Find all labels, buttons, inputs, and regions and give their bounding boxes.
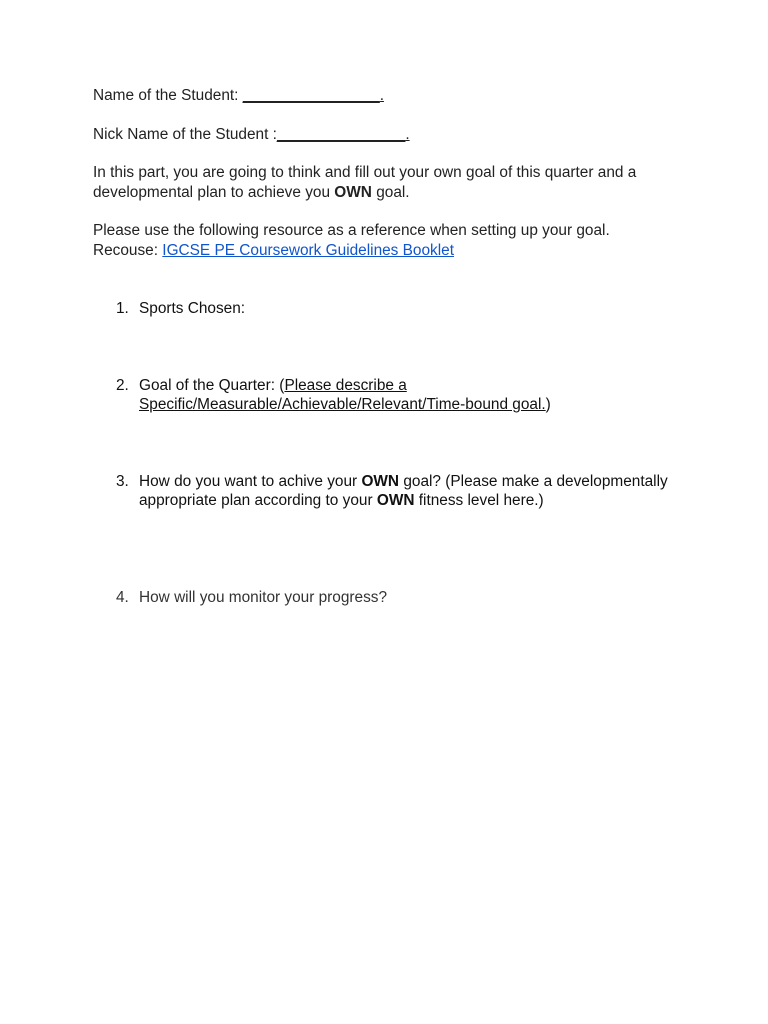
student-name-blank[interactable]: ________________ (242, 87, 380, 104)
nick-name-line (93, 125, 693, 145)
question-text-3: fitness level here.) (414, 492, 544, 509)
question-number: 4. (116, 588, 129, 606)
question-text-end: ) (545, 396, 551, 413)
resource-link[interactable]: IGCSE PE Coursework Guidelines Booklet (162, 241, 454, 259)
question-number: 2. (116, 376, 129, 394)
resource-instruction: Please use the following resource as a reference when setting up your goal. (93, 222, 610, 239)
resource-prefix: Recouse: (93, 241, 163, 259)
student-name-end: . (379, 87, 384, 104)
nick-name-end: . (405, 125, 410, 143)
question-text-2: goal? (Please make a developmentally appropriate plan according to your (139, 472, 668, 509)
student-name-line (93, 86, 693, 106)
question-3 (93, 472, 693, 511)
own-emphasis-1: OWN (361, 472, 400, 490)
question-2 (93, 376, 693, 415)
question-text: How will you monitor your progress? (139, 588, 388, 606)
intro-text-1: In this part, you are going to think and fill out your own goal of this quarter and a developmental plan to achieve you (93, 164, 637, 201)
worksheet-page (93, 86, 693, 607)
resource-paragraph (93, 221, 693, 260)
intro-text-2: goal. (371, 183, 410, 201)
question-1 (93, 299, 693, 319)
question-number: 3. (116, 472, 129, 490)
question-text: Goal of the Quarter: ( (139, 376, 285, 394)
nick-name-blank[interactable]: _______________ (276, 125, 406, 143)
nick-name-label: Nick Name of the Student : (93, 125, 277, 143)
own-emphasis-2: OWN (376, 492, 415, 509)
intro-paragraph (93, 163, 693, 202)
question-4 (93, 588, 693, 608)
question-text: Sports Chosen: (139, 300, 246, 317)
intro-own-emphasis: OWN (334, 183, 372, 201)
smart-goal-hint: Please describe a Specific/Measurable/Achievable/Relevant/Time-bound goal. (139, 376, 546, 413)
student-name-label: Name of the Student: (93, 87, 243, 104)
question-text-1: How do you want to achive your (139, 472, 362, 490)
question-number: 1. (116, 300, 129, 317)
